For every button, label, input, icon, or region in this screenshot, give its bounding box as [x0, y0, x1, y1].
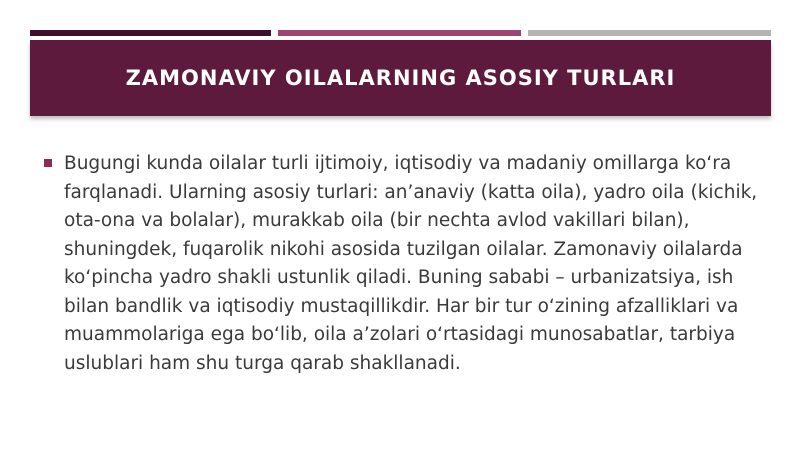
- body-paragraph: Bugungi kunda oilalar turli ijtimoiy, iqtisodiy va madaniy omillarga koʻra farqlanadi. Ularning asosiy turlari: an’anaviy (katta oila), yadro oila (kichik, ota-ona va bolalar), murakkab oila (bir nechta avlod vakillari bilan), shuningdek, fuqarolik nikohi asosida tuzilgan oilalar. Zamonaviy oilalarda koʻpincha yadro shakli ustunlik qiladi. Buning sababi – urbanizatsiya, ish bilan bandlik va iqtisodiy mustaqillikdir. Har bir tur oʻzining afzalliklari va muammolariga ega boʻlib, oila a’zolari oʻrtasidagi munosabatlar, tarbiya uslublari ham shu turga qarab shakllanadi.: [64, 153, 758, 374]
- stripe-dark: [30, 30, 271, 36]
- stripe-gray: [528, 30, 771, 36]
- square-bullet-icon: [44, 159, 52, 167]
- slide-title: ZAMONAVIY OILALARNING ASOSIY TURLARI: [125, 66, 676, 90]
- bullet-item: [44, 150, 764, 378]
- header-stripes: [30, 30, 771, 36]
- title-bar: [30, 40, 771, 116]
- stripe-medium: [278, 30, 521, 36]
- slide-content: [44, 150, 764, 378]
